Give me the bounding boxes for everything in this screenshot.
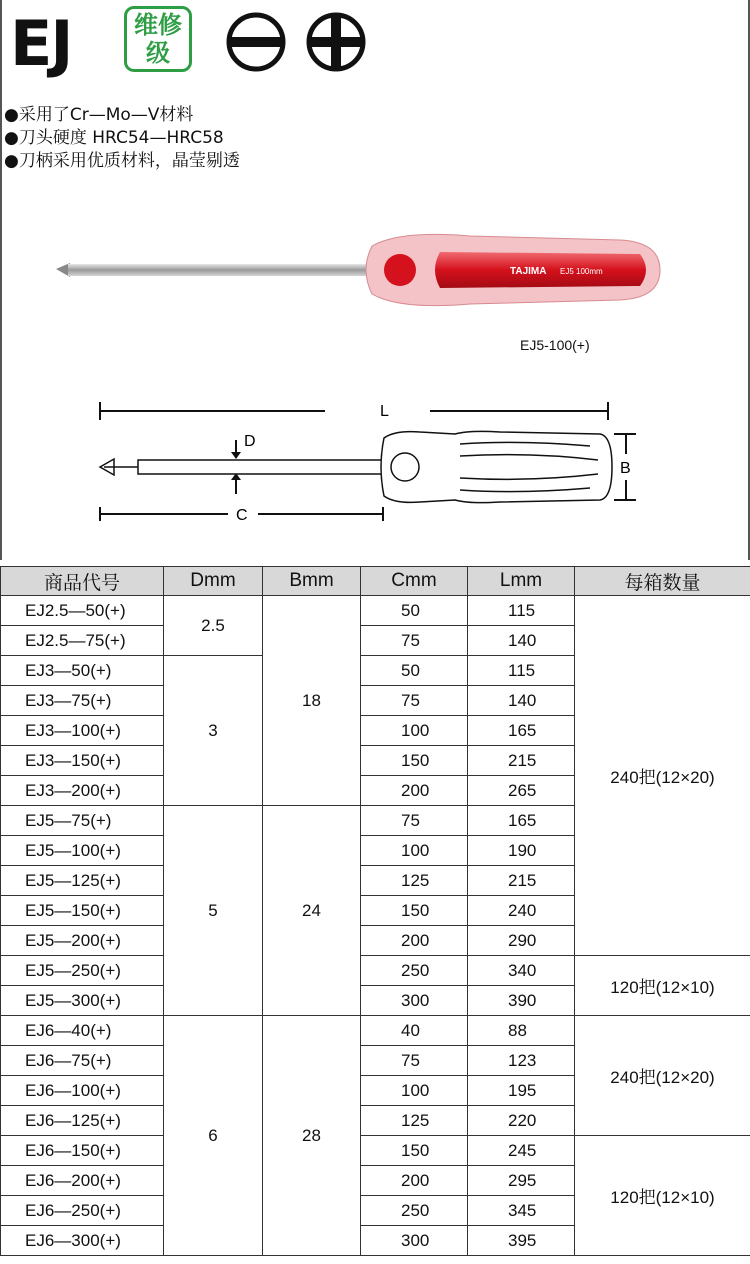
cell-model: EJ3—100(+) [1, 716, 164, 746]
cell-c: 300 [361, 986, 468, 1016]
cell-b: 24 [263, 806, 361, 1016]
cell-model: EJ2.5—75(+) [1, 626, 164, 656]
cell-c: 40 [361, 1016, 468, 1046]
cell-l: 115 [468, 596, 575, 626]
slotted-bit-icon [229, 15, 283, 69]
dim-label-L: L [380, 403, 389, 420]
cell-l: 140 [468, 686, 575, 716]
cell-model: EJ6—100(+) [1, 1076, 164, 1106]
cell-model: EJ5—75(+) [1, 806, 164, 836]
cell-l: 123 [468, 1046, 575, 1076]
dimension-diagram [0, 390, 750, 540]
cell-model: EJ5—125(+) [1, 866, 164, 896]
col-header-b: Bmm [263, 567, 361, 596]
cell-c: 250 [361, 1196, 468, 1226]
phillips-bit-icon [309, 15, 363, 69]
cell-model: EJ5—150(+) [1, 896, 164, 926]
cell-c: 75 [361, 806, 468, 836]
cell-c: 150 [361, 746, 468, 776]
cell-model: EJ3—150(+) [1, 746, 164, 776]
cell-l: 190 [468, 836, 575, 866]
cell-model: EJ6—75(+) [1, 1046, 164, 1076]
cell-qty: 120把(12×10) [575, 1136, 750, 1256]
cell-c: 200 [361, 1166, 468, 1196]
cell-c: 75 [361, 1046, 468, 1076]
cell-l: 240 [468, 896, 575, 926]
table-body [1, 596, 750, 1256]
cell-c: 75 [361, 626, 468, 656]
cell-b: 18 [263, 596, 361, 806]
cell-l: 245 [468, 1136, 575, 1166]
col-header-d: Dmm [164, 567, 263, 596]
cell-l: 345 [468, 1196, 575, 1226]
feature-item: ●刀头硬度 HRC54—HRC58 [4, 128, 224, 148]
cell-l: 165 [468, 716, 575, 746]
cell-l: 295 [468, 1166, 575, 1196]
cell-qty: 240把(12×20) [575, 1016, 750, 1136]
col-header-l: Lmm [468, 567, 575, 596]
table-row [1, 1136, 750, 1166]
cell-qty: 240把(12×20) [575, 596, 750, 956]
cell-model: EJ5—200(+) [1, 926, 164, 956]
feature-list [4, 104, 240, 173]
cell-l: 390 [468, 986, 575, 1016]
cell-model: EJ2.5—50(+) [1, 596, 164, 626]
photo-caption: EJ5-100(+) [520, 337, 590, 353]
cell-c: 250 [361, 956, 468, 986]
table-row [1, 956, 750, 986]
product-photo [0, 220, 750, 370]
cell-model: EJ5—250(+) [1, 956, 164, 986]
cell-c: 125 [361, 866, 468, 896]
feature-item: ●采用了Cr—Mo—V材料 [4, 105, 194, 125]
cell-l: 220 [468, 1106, 575, 1136]
repair-grade-badge [124, 6, 192, 72]
diagram-screwdriver [100, 431, 612, 502]
cell-model: EJ3—200(+) [1, 776, 164, 806]
cell-c: 50 [361, 596, 468, 626]
cell-model: EJ5—100(+) [1, 836, 164, 866]
cell-model: EJ6—250(+) [1, 1196, 164, 1226]
header [0, 0, 750, 90]
col-header-c: Cmm [361, 567, 468, 596]
table-header-row [1, 567, 750, 596]
cell-l: 215 [468, 866, 575, 896]
cell-model: EJ5—300(+) [1, 986, 164, 1016]
cell-c: 200 [361, 776, 468, 806]
cell-model: EJ6—125(+) [1, 1106, 164, 1136]
screwdriver-handle [366, 234, 660, 305]
cell-l: 340 [468, 956, 575, 986]
table-row [1, 1016, 750, 1046]
cell-c: 150 [361, 1136, 468, 1166]
cell-l: 395 [468, 1226, 575, 1256]
screwdriver-shaft [56, 263, 380, 277]
col-header-qty: 每箱数量 [575, 567, 750, 596]
feature-item: ●刀柄采用优质材料，晶莹剔透 [4, 151, 240, 171]
cell-qty: 120把(12×10) [575, 956, 750, 1016]
cell-d: 3 [164, 656, 263, 806]
badge-line-2: 级 [146, 39, 170, 67]
cell-model: EJ6—200(+) [1, 1166, 164, 1196]
cell-l: 88 [468, 1016, 575, 1046]
cell-c: 200 [361, 926, 468, 956]
cell-model: EJ6—150(+) [1, 1136, 164, 1166]
cell-c: 300 [361, 1226, 468, 1256]
table-row [1, 596, 750, 626]
cell-l: 215 [468, 746, 575, 776]
cell-l: 165 [468, 806, 575, 836]
cell-l: 195 [468, 1076, 575, 1106]
cell-c: 100 [361, 836, 468, 866]
cell-b: 28 [263, 1016, 361, 1256]
dim-label-D: D [244, 433, 256, 450]
cell-c: 150 [361, 896, 468, 926]
cell-d: 2.5 [164, 596, 263, 656]
dim-label-C: C [236, 507, 248, 524]
cell-d: 6 [164, 1016, 263, 1256]
cell-c: 100 [361, 1076, 468, 1106]
handle-brand: TAJIMA [510, 266, 547, 277]
cell-model: EJ6—40(+) [1, 1016, 164, 1046]
cell-l: 140 [468, 626, 575, 656]
spec-table [0, 566, 750, 1256]
cell-model: EJ6—300(+) [1, 1226, 164, 1256]
cell-c: 100 [361, 716, 468, 746]
cell-model: EJ3—75(+) [1, 686, 164, 716]
bit-types [222, 10, 372, 84]
cell-c: 50 [361, 656, 468, 686]
dim-label-B: B [620, 460, 631, 477]
badge-line-1: 维修 [134, 11, 182, 39]
cell-c: 125 [361, 1106, 468, 1136]
cell-l: 290 [468, 926, 575, 956]
cell-d: 5 [164, 806, 263, 1016]
cell-l: 265 [468, 776, 575, 806]
cell-model: EJ3—50(+) [1, 656, 164, 686]
handle-text: EJ5 100mm [560, 267, 603, 276]
product-title: EJ [10, 7, 72, 80]
cell-c: 75 [361, 686, 468, 716]
col-header-model: 商品代号 [1, 567, 164, 596]
cell-l: 115 [468, 656, 575, 686]
